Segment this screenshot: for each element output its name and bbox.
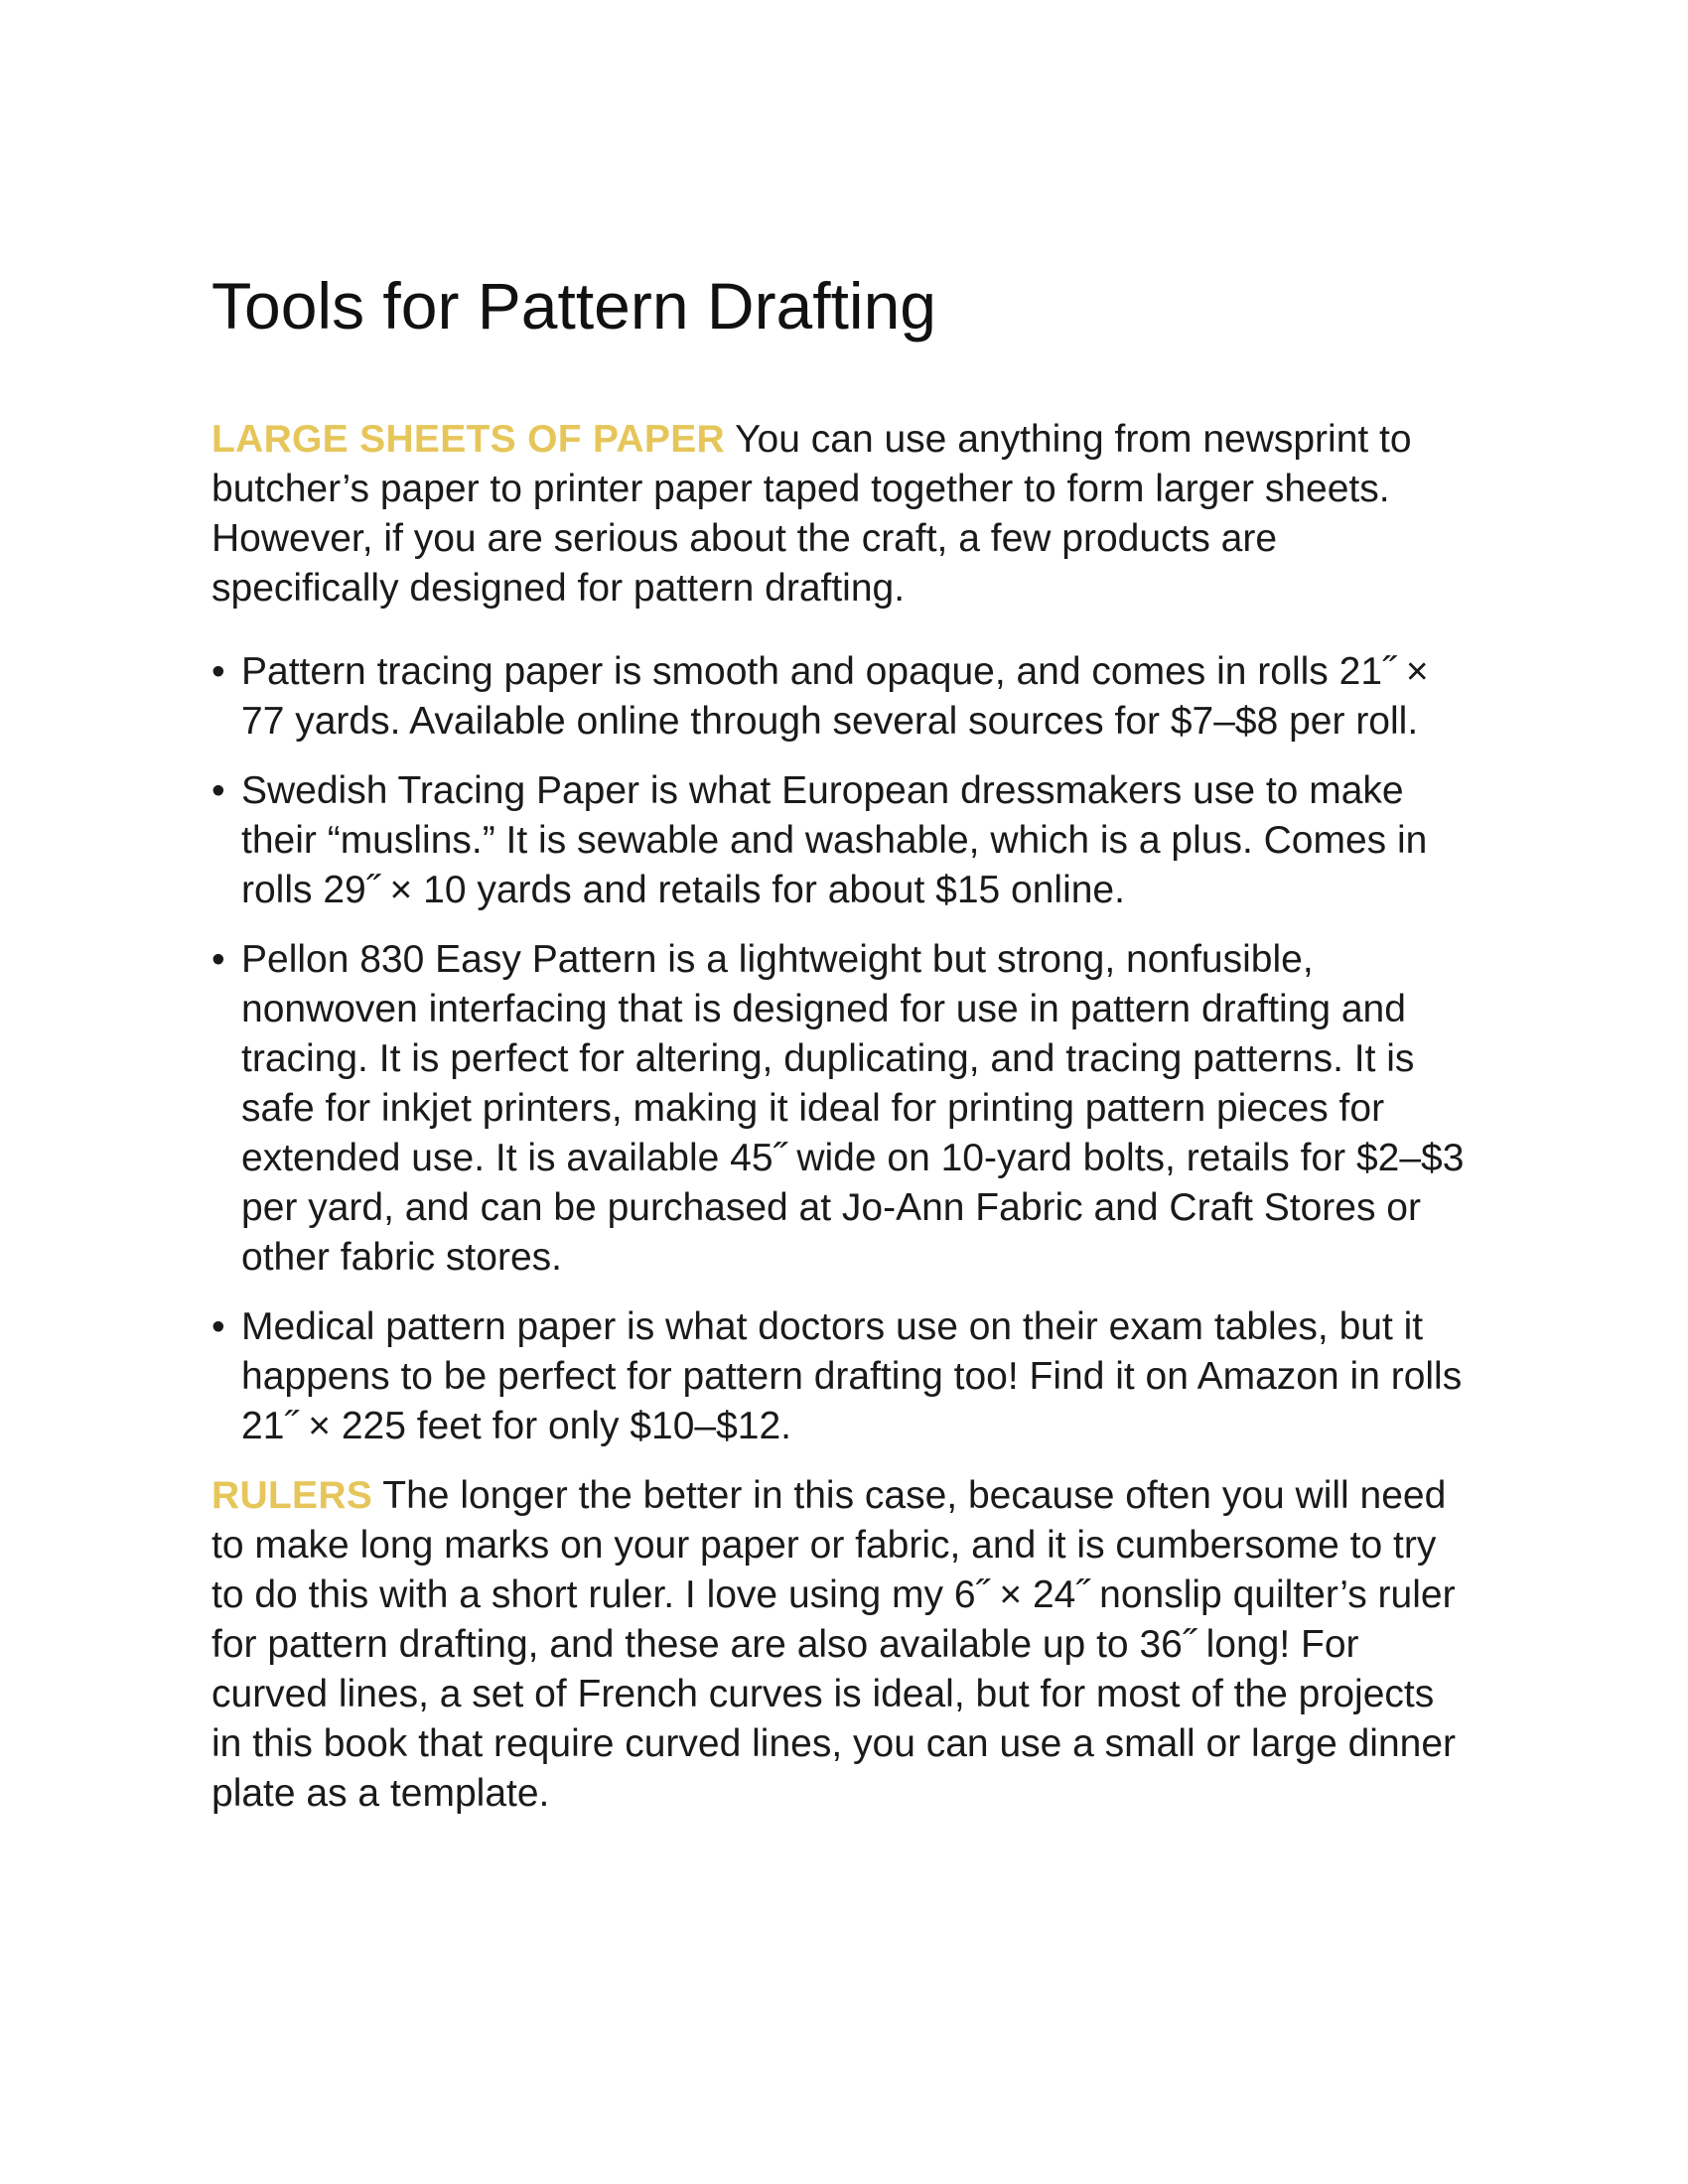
list-item	[211, 1302, 1473, 1451]
page-title: Tools for Pattern Drafting	[211, 269, 936, 342]
list-item	[211, 766, 1473, 915]
paper-section-text: You can use anything from newsprint to butcher’s paper to printer paper taped together to form larger sheets. However, if you are serious about the craft, a few products are specifically designed for pattern drafting.	[211, 418, 1412, 610]
paper-types-list	[211, 647, 1473, 1451]
bullet-icon: •	[211, 938, 225, 981]
document-page	[211, 266, 1473, 1819]
paper-section-paragraph	[211, 415, 1473, 614]
list-item-text: Pellon 830 Easy Pattern is a lightweight but strong, nonfusible, nonwoven interfacing that is designed for use in pattern drafting and tracing. It is perfect for altering, duplicating, and tracing patterns. It is safe for inkjet printers, making it ideal for printing pattern pieces for extended use. It is available 45˝ wide on 10-yard bolts, retails for $2–$3 per yard, and can be purchased at Jo-Ann Fabric and Craft Stores or other fabric stores.	[241, 938, 1465, 1279]
bullet-icon: •	[211, 1305, 225, 1348]
list-item	[211, 935, 1473, 1283]
list-item	[211, 647, 1473, 747]
bullet-icon: •	[211, 769, 225, 812]
rulers-section-lead: RULERS	[211, 1474, 373, 1517]
list-item-text: Medical pattern paper is what doctors use on their exam tables, but it happens to be perfect for pattern drafting too! Find it on Amazon in rolls 21˝ × 225 feet for only $10–$12.	[241, 1305, 1463, 1447]
rulers-section-paragraph	[211, 1471, 1473, 1819]
paper-section-lead: LARGE SHEETS OF PAPER	[211, 418, 725, 461]
list-item-text: Swedish Tracing Paper is what European dressmakers use to make their “muslins.” It is sewable and washable, which is a plus. Comes in rolls 29˝ × 10 yards and retails for about $15 online.	[241, 769, 1428, 911]
rulers-section-text: The longer the better in this case, because often you will need to make long marks on your paper or fabric, and it is cumbersome to try to do this with a short ruler. I love using my 6˝ × 24˝ nonslip quilter’s ruler for pattern drafting, and these are also available up to 36˝ long! For curved lines, a set of French curves is ideal, but for most of the projects in this book that require curved lines, you can use a small or large dinner plate as a template.	[211, 1474, 1457, 1815]
bullet-icon: •	[211, 650, 225, 693]
list-item-text: Pattern tracing paper is smooth and opaque, and comes in rolls 21˝ × 77 yards. Available online through several sources for $7–$8 per roll.	[241, 650, 1429, 743]
